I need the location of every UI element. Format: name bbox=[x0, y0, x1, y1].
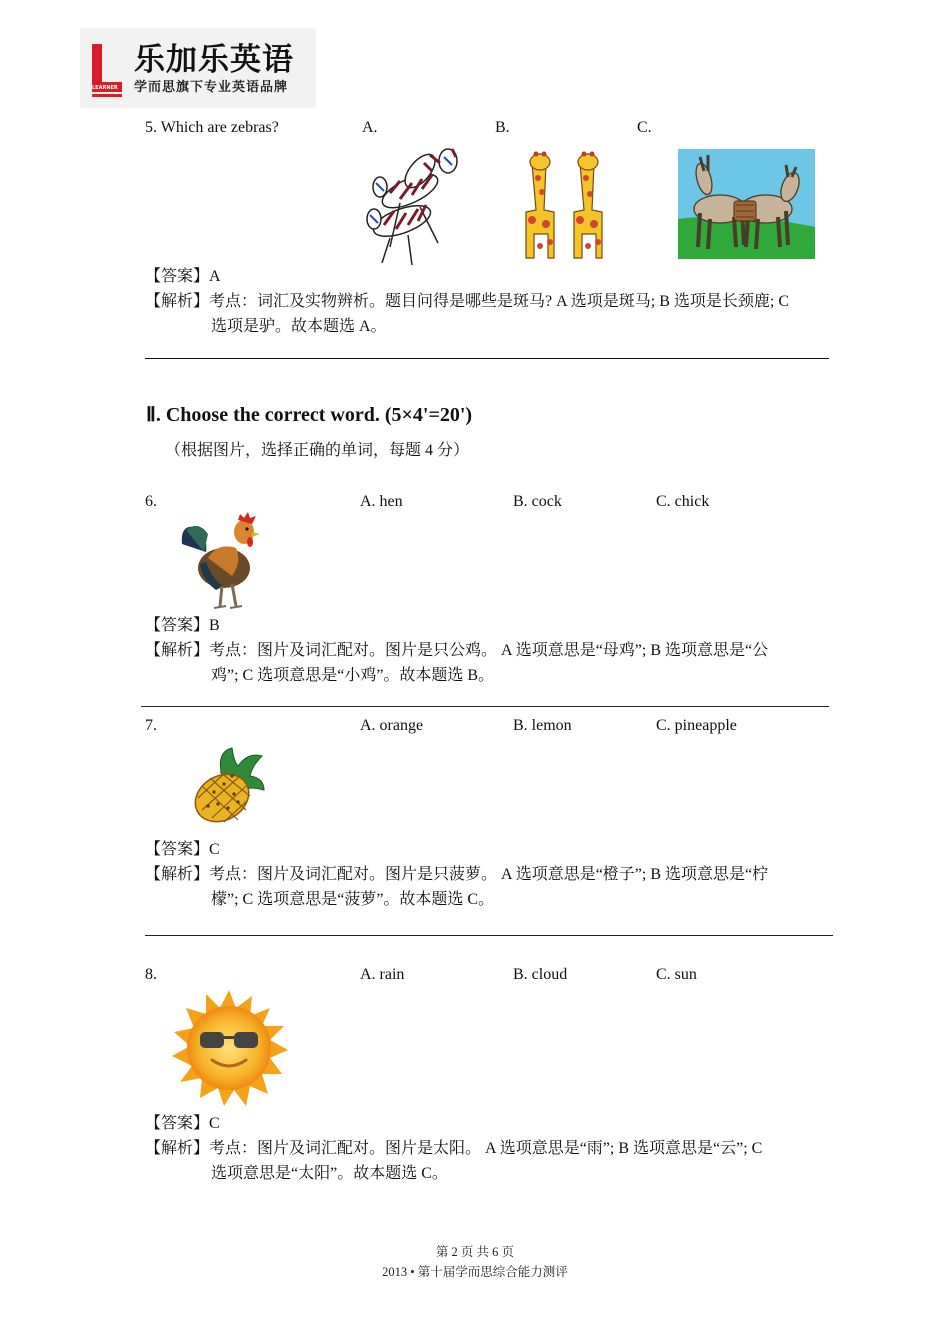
q5-option-c: C. bbox=[637, 119, 652, 136]
q6-answer-label: 【答案】 bbox=[145, 617, 210, 634]
q5-option-a: A. bbox=[362, 119, 378, 136]
q6-analysis-label: 【解析】 bbox=[145, 642, 210, 659]
q7-answer-label: 【答案】 bbox=[145, 841, 210, 858]
q7-number: 7. bbox=[145, 717, 157, 734]
q8-answer-line bbox=[145, 1114, 220, 1134]
q6-answer-line bbox=[145, 616, 220, 636]
q8-answer-label: 【答案】 bbox=[145, 1115, 210, 1132]
footer-event: 2013 • 第十届学而思综合能力测评 bbox=[382, 1265, 568, 1279]
q6-option-c: C. chick bbox=[656, 493, 710, 510]
q7-analysis-label: 【解析】 bbox=[145, 866, 210, 883]
divider bbox=[145, 935, 833, 936]
q7-option-a: A. orange bbox=[360, 717, 424, 734]
donkeys-image bbox=[678, 149, 815, 259]
q8-analysis-text1: 考点：图片及词汇配对。图片是太阳。 A 选项意思是“雨”; B 选项意思是“云”; C bbox=[209, 1140, 763, 1157]
q6-number: 6. bbox=[145, 493, 157, 510]
giraffes-image bbox=[510, 150, 618, 262]
q5-analysis-label: 【解析】 bbox=[145, 293, 210, 310]
q7-option-c: C. pineapple bbox=[656, 717, 737, 734]
pineapple-image bbox=[188, 746, 266, 826]
q7-answer: C bbox=[209, 841, 220, 858]
q8-option-b: B. cloud bbox=[513, 966, 568, 983]
q8-option-c: C. sun bbox=[656, 966, 697, 983]
q8-number: 8. bbox=[145, 966, 157, 983]
q5-answer-line bbox=[145, 267, 221, 287]
sun-image bbox=[170, 990, 288, 1106]
q6-answer: B bbox=[209, 617, 220, 634]
q5-analysis-text2: 选项是驴。故本题选 A。 bbox=[211, 318, 387, 335]
q8-analysis-text2: 选项意思是“太阳”。故本题选 C。 bbox=[211, 1165, 448, 1182]
q7-option-b: B. lemon bbox=[513, 717, 572, 734]
divider bbox=[141, 706, 829, 707]
q5-analysis-text1: 考点：词汇及实物辨析。题目问得是哪些是斑马? A 选项是斑马; B 选项是长颈鹿; C bbox=[209, 293, 790, 310]
page-number: 第 2 页 共 6 页 bbox=[435, 1245, 515, 1259]
q6-analysis-line1 bbox=[145, 641, 768, 661]
logo-name: 乐加乐英语 bbox=[134, 42, 294, 78]
q7-analysis-line1 bbox=[145, 865, 768, 885]
logo-badge: LEARNER bbox=[92, 85, 118, 91]
zebras-image bbox=[360, 143, 468, 268]
q7-answer-line bbox=[145, 840, 220, 860]
brand-logo bbox=[80, 28, 316, 108]
q6-analysis-text1: 考点：图片及词汇配对。图片是只公鸡。 A 选项意思是“母鸡”; B 选项意思是“公 bbox=[209, 642, 769, 659]
q7-analysis-text2: 檬”; C 选项意思是“菠萝”。故本题选 C。 bbox=[211, 891, 495, 908]
divider bbox=[145, 358, 829, 359]
q5-answer-label: 【答案】 bbox=[145, 268, 210, 285]
logo-tagline: 学而思旗下专业英语品牌 bbox=[134, 80, 289, 95]
q5-question: 5. Which are zebras? bbox=[145, 119, 279, 136]
q8-analysis-line1 bbox=[145, 1139, 762, 1159]
q5-option-b: B. bbox=[495, 119, 510, 136]
section-subtitle: （根据图片，选择正确的单词，每题 4 分） bbox=[165, 442, 470, 459]
q6-analysis-text2: 鸡”; C 选项意思是“小鸡”。故本题选 B。 bbox=[211, 667, 495, 684]
q6-option-a: A. hen bbox=[360, 493, 403, 510]
q8-analysis-label: 【解析】 bbox=[145, 1140, 210, 1157]
q5-answer: A bbox=[209, 268, 221, 285]
q5-analysis-line1 bbox=[145, 292, 789, 312]
q6-option-b: B. cock bbox=[513, 493, 562, 510]
q8-answer: C bbox=[209, 1115, 220, 1132]
q7-analysis-text1: 考点：图片及词汇配对。图片是只菠萝。 A 选项意思是“橙子”; B 选项意思是“柠 bbox=[209, 866, 769, 883]
rooster-image bbox=[178, 512, 262, 612]
q8-option-a: A. rain bbox=[360, 966, 405, 983]
section-title: Ⅱ. Choose the correct word. (5×4'=20') bbox=[146, 404, 473, 426]
